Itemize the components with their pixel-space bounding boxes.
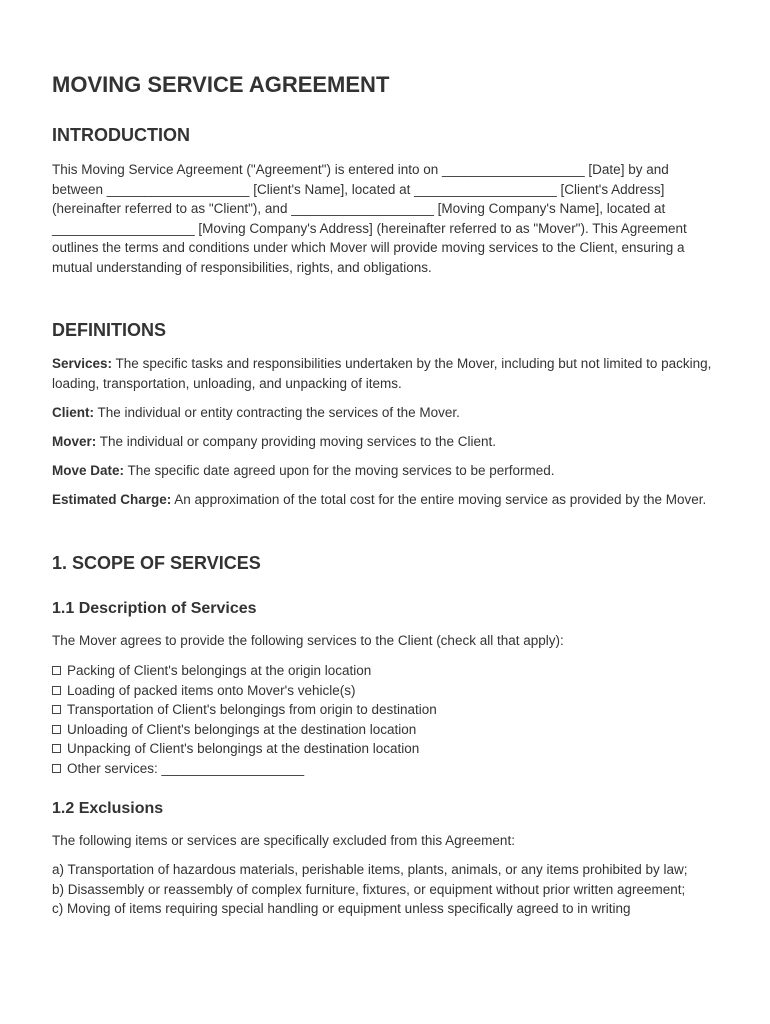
- description-intro: The Mover agrees to provide the following services to the Client (check all that apply):: [52, 633, 564, 648]
- exclusion-item: b) Disassembly or reassembly of complex furniture, fixtures, or equipment without prior written agreement;: [52, 881, 686, 897]
- checklist-item-unloading[interactable]: [52, 720, 720, 740]
- checklist-item-unpacking[interactable]: [52, 739, 720, 759]
- definition-move-date: [52, 461, 720, 481]
- checklist-item-loading[interactable]: [52, 681, 720, 701]
- exclusions-intro: The following items or services are specifically excluded from this Agreement:: [52, 833, 515, 848]
- checkbox[interactable]: [52, 725, 61, 734]
- checklist-label: Packing of Client's belongings at the origin location: [67, 663, 372, 678]
- checkbox[interactable]: [52, 744, 61, 753]
- checklist-item-other[interactable]: [52, 759, 720, 779]
- service-checklist: [52, 661, 720, 778]
- introduction-heading: INTRODUCTION: [52, 125, 190, 145]
- scope-heading: 1. SCOPE OF SERVICES: [52, 553, 261, 573]
- introduction-body: This Moving Service Agreement ("Agreement") is entered into on ___________________ [Date] by and between ___________________ [Client's Name], located at ___________________ [Client's Address] (hereinafter referred to as "Client"), and ___________________ [Moving Company's Name], located at ___________________ [Moving Company's Address] (hereinafter referred to as "Mover"). This Agreement outlines the terms and conditions under which Mover will provide moving services to the Client, ensuring a mutual understanding of responsibilities, rights, and obligations.: [52, 162, 687, 275]
- checklist-label: Transportation of Client's belongings from origin to destination: [67, 702, 437, 717]
- checkbox[interactable]: [52, 666, 61, 675]
- exclusion-item: c) Moving of items requiring special handling or equipment unless specifically agreed to in writing: [52, 901, 631, 916]
- definition-mover: [52, 432, 720, 452]
- definitions-heading: DEFINITIONS: [52, 320, 167, 340]
- definition-estimated-charge: [52, 490, 720, 510]
- definition-term: Move Date:: [52, 463, 125, 478]
- document-title: MOVING SERVICE AGREEMENT: [52, 72, 390, 97]
- definition-term: Services:: [52, 356, 113, 371]
- definition-services: [52, 354, 720, 393]
- definition-term: Estimated Charge:: [52, 492, 172, 507]
- exclusions-list: [52, 860, 720, 919]
- description-heading: 1.1 Description of Services: [52, 600, 257, 617]
- checkbox[interactable]: [52, 705, 61, 714]
- checklist-label: Other services: ___________________: [67, 760, 305, 776]
- checkbox[interactable]: [52, 764, 61, 773]
- exclusions-heading: 1.2 Exclusions: [52, 800, 164, 817]
- checklist-label: Unpacking of Client's belongings at the destination location: [67, 741, 420, 756]
- definition-term: Mover:: [52, 434, 97, 449]
- definition-text: The specific tasks and responsibilities undertaken by the Mover, including but not limited to packing, loading, transportation, unloading, and unpacking of items.: [52, 356, 712, 391]
- definition-text: The individual or entity contracting the services of the Mover.: [94, 405, 460, 420]
- checklist-label: Unloading of Client's belongings at the destination location: [67, 721, 417, 737]
- exclusion-item: a) Transportation of hazardous materials, perishable items, plants, animals, or any items prohibited by law;: [52, 862, 688, 877]
- definition-term: Client:: [52, 405, 94, 420]
- definition-text: The individual or company providing moving services to the Client.: [96, 434, 496, 449]
- definition-client: [52, 403, 720, 423]
- checklist-item-transportation[interactable]: [52, 700, 720, 720]
- checkbox[interactable]: [52, 686, 61, 695]
- checklist-label: Loading of packed items onto Mover's vehicle(s): [67, 682, 356, 698]
- definition-text: An approximation of the total cost for the entire moving service as provided by the Mover.: [171, 492, 707, 507]
- checklist-item-packing[interactable]: [52, 661, 720, 681]
- definition-text: The specific date agreed upon for the moving services to be performed.: [124, 463, 555, 478]
